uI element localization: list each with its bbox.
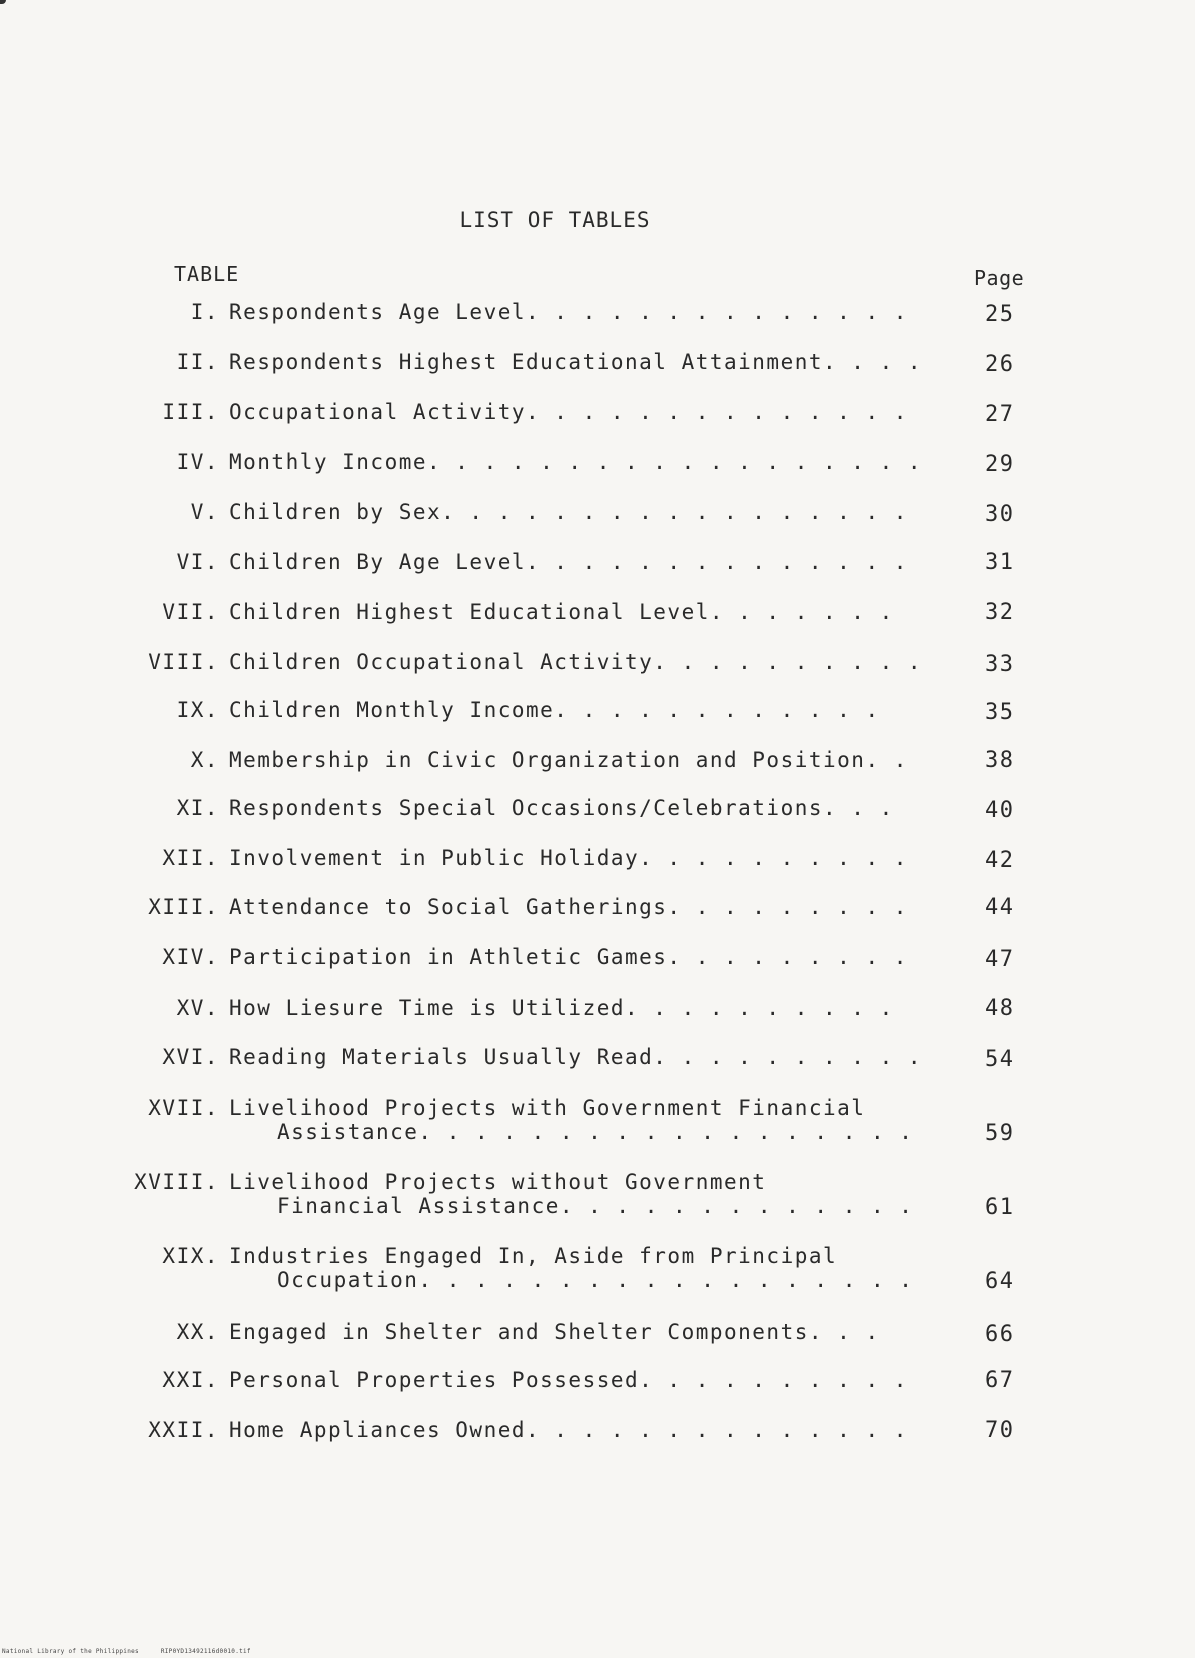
table-numeral: XX. — [176, 1320, 219, 1344]
table-title-line: Children Occupational Activity. . . . . . . . . . — [229, 650, 923, 674]
table-title-line: Children By Age Level. . . . . . . . . . . . . . — [229, 550, 908, 574]
table-numeral: VIII. — [148, 650, 219, 674]
table-title — [229, 1244, 913, 1292]
table-numeral: X. — [190, 748, 219, 772]
table-title — [229, 650, 922, 674]
table-title-line: Industries Engaged In, Aside from Principal — [229, 1244, 838, 1268]
table-title — [229, 500, 908, 524]
table-title-line: Involvement in Public Holiday. . . . . . . . . . — [229, 846, 908, 870]
table-title-line: Home Appliances Owned. . . . . . . . . . . . . . — [229, 1418, 908, 1442]
table-title-line: Membership in Civic Organization and Position. . — [229, 748, 908, 772]
table-numeral: XIX. — [162, 1244, 219, 1268]
page-number: 29 — [985, 452, 1015, 477]
table-numeral: XIII. — [148, 895, 219, 919]
table-title — [229, 846, 908, 870]
page-number: 54 — [985, 1047, 1015, 1072]
table-title — [229, 550, 908, 574]
table-title-line: Personal Properties Possessed. . . . . . . . . . — [229, 1368, 908, 1392]
table-numeral: I. — [190, 300, 219, 324]
column-header-table: TABLE — [174, 262, 240, 286]
table-title-line: Respondents Highest Educational Attainment. . . . — [229, 350, 923, 374]
table-title-line: Children Monthly Income. . . . . . . . . . . . — [229, 698, 880, 722]
table-numeral: V. — [190, 500, 219, 524]
page-number: 25 — [985, 302, 1015, 327]
table-title — [229, 895, 908, 919]
table-title-line: Attendance to Social Gatherings. . . . . . . . . — [229, 895, 908, 919]
page-number: 38 — [985, 748, 1015, 773]
page-number: 61 — [985, 1195, 1015, 1220]
column-header-page: Page — [974, 266, 1025, 290]
table-title-line: Children Highest Educational Level. . . . . . . — [229, 600, 894, 624]
table-title-line-2: Assistance. . . . . . . . . . . . . . . . . . — [277, 1120, 914, 1144]
page-number: 42 — [985, 848, 1015, 873]
table-title — [229, 600, 894, 624]
table-title — [229, 796, 894, 820]
table-title-line: Monthly Income. . . . . . . . . . . . . . . . . . — [229, 450, 923, 474]
table-title — [229, 1096, 913, 1144]
table-title-line: Livelihood Projects without Government — [229, 1170, 767, 1194]
table-title — [229, 996, 894, 1020]
table-title — [229, 945, 908, 969]
table-numeral: XVII. — [148, 1096, 219, 1120]
table-numeral: XXII. — [148, 1418, 219, 1442]
table-numeral: VII. — [162, 600, 219, 624]
table-numeral: VI. — [176, 550, 219, 574]
page-title: LIST OF TABLES — [459, 208, 651, 232]
table-title — [229, 350, 922, 374]
page-number: 66 — [985, 1322, 1015, 1347]
scan-footer — [2, 1648, 269, 1655]
page-number: 59 — [985, 1121, 1015, 1146]
page-number: 67 — [985, 1368, 1015, 1393]
table-numeral: XIV. — [162, 945, 219, 969]
table-numeral: XII. — [162, 846, 219, 870]
table-title — [229, 450, 922, 474]
table-numeral: II. — [176, 350, 219, 374]
table-title — [229, 698, 880, 722]
table-title — [229, 300, 908, 324]
table-numeral: XXI. — [162, 1368, 219, 1392]
table-numeral: IX. — [176, 698, 219, 722]
table-numeral: IV. — [176, 450, 219, 474]
table-title-line: Children by Sex. . . . . . . . . . . . . . . . . — [229, 500, 908, 524]
table-title — [229, 1170, 913, 1218]
page-number: 40 — [985, 798, 1015, 823]
page-number: 48 — [985, 996, 1015, 1021]
page-number: 47 — [985, 947, 1015, 972]
page-number: 64 — [985, 1269, 1015, 1294]
page-number: 35 — [985, 700, 1015, 725]
table-title-line: Participation in Athletic Games. . . . . . . . . — [229, 945, 908, 969]
table-title-line-2: Financial Assistance. . . . . . . . . . . . . — [277, 1194, 914, 1218]
table-title — [229, 1368, 908, 1392]
page-number: 26 — [985, 352, 1015, 377]
table-title — [229, 400, 908, 424]
table-numeral: XI. — [176, 796, 219, 820]
table-numeral: XV. — [176, 996, 219, 1020]
table-title — [229, 1045, 922, 1069]
table-title — [229, 748, 908, 772]
table-title-line-2: Occupation. . . . . . . . . . . . . . . . . . — [277, 1268, 914, 1292]
footer-source: National Library of the Philippines — [2, 1648, 139, 1655]
table-title-line: Respondents Age Level. . . . . . . . . . . . . . — [229, 300, 908, 324]
table-title-line: Occupational Activity. . . . . . . . . . . . . . — [229, 400, 908, 424]
table-title-line: Reading Materials Usually Read. . . . . . . . . . — [229, 1045, 923, 1069]
table-title — [229, 1320, 880, 1344]
page-number: 30 — [985, 502, 1015, 527]
page-number: 27 — [985, 402, 1015, 427]
table-title-line: Engaged in Shelter and Shelter Components. . . — [229, 1320, 880, 1344]
page-number: 44 — [985, 895, 1015, 920]
page-number: 31 — [985, 550, 1015, 575]
table-title-line: How Liesure Time is Utilized. . . . . . . . . . — [229, 996, 894, 1020]
table-title-line: Respondents Special Occasions/Celebrations. . . — [229, 796, 894, 820]
page-number: 32 — [985, 600, 1015, 625]
page-number: 33 — [985, 652, 1015, 677]
table-title-line: Livelihood Projects with Government Financial — [229, 1096, 866, 1120]
table-numeral: XVI. — [162, 1045, 219, 1069]
scan-mark — [0, 0, 6, 4]
footer-file-id: RIP0YD13492116d0010.tif — [160, 1648, 251, 1655]
page-number: 70 — [985, 1418, 1015, 1443]
table-numeral: III. — [162, 400, 219, 424]
table-numeral: XVIII. — [134, 1170, 219, 1194]
table-title — [229, 1418, 908, 1442]
